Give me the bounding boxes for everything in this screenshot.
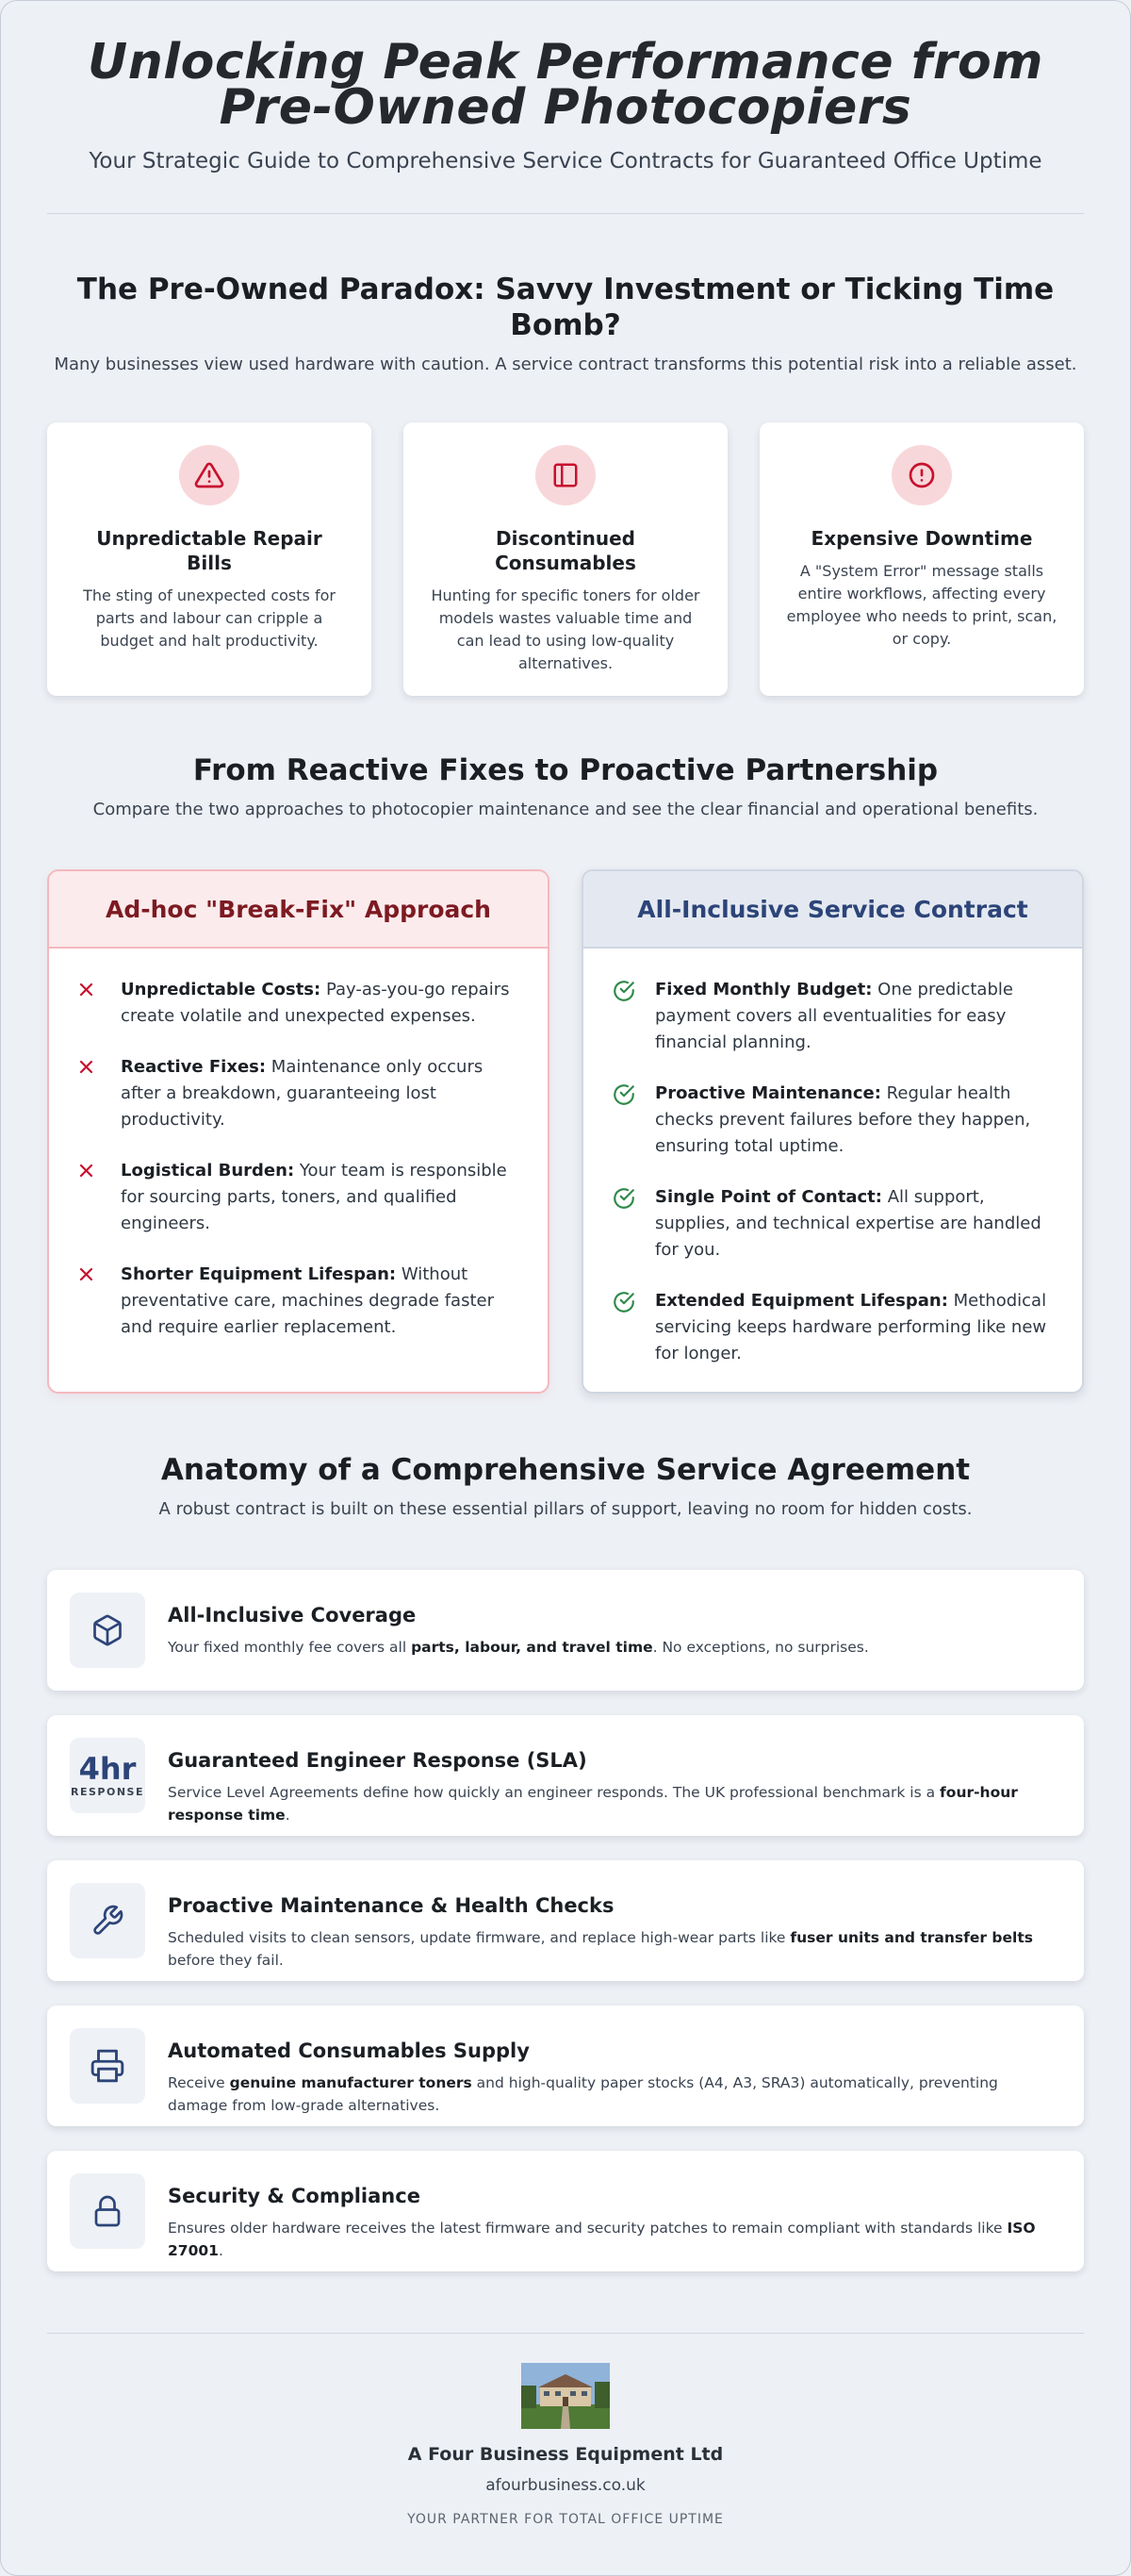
item-label: Reactive Fixes: bbox=[121, 1057, 267, 1077]
feature-card-maintenance bbox=[47, 1860, 1084, 1981]
risk-cards bbox=[47, 422, 1084, 696]
feature-card-coverage bbox=[47, 1570, 1084, 1691]
risk-card-repair-bills bbox=[47, 422, 371, 696]
item-label: Single Point of Contact: bbox=[655, 1187, 882, 1207]
wrench-icon bbox=[70, 1883, 145, 1958]
cross-icon bbox=[77, 977, 121, 1030]
break-fix-heading: Ad-hoc "Break-Fix" Approach bbox=[49, 871, 548, 949]
item-label: Proactive Maintenance: bbox=[655, 1083, 881, 1103]
risk-card-consumables bbox=[403, 422, 728, 696]
risk-card-text: A "System Error" message stalls entire workflows, affecting every employee who needs to print, scan, or copy. bbox=[786, 562, 1057, 648]
anatomy-section-header bbox=[47, 1452, 1084, 1519]
alert-circle-icon bbox=[892, 445, 952, 505]
divider bbox=[47, 213, 1084, 214]
comparison-columns bbox=[47, 869, 1084, 1394]
item-text: Methodical servicing keeps hardware performing like new for longer. bbox=[655, 1291, 1047, 1363]
paradox-title: The Pre-Owned Paradox: Savvy Investment or Ticking Time Bomb? bbox=[76, 272, 1055, 342]
feature-text: Receive genuine manufacturer toners and high-quality paper stocks (A4, A3, SRA3) automatically, preventing damage from low-grade alternatives. bbox=[168, 2074, 998, 2114]
service-contract-heading: All-Inclusive Service Contract bbox=[583, 871, 1082, 949]
item-text: All support, supplies, and technical expertise are handled for you. bbox=[655, 1187, 1041, 1260]
item-text: Regular health checks prevent failures before they happen, ensuring total uptime. bbox=[655, 1083, 1031, 1156]
check-circle-icon bbox=[612, 1184, 655, 1263]
padlock-icon bbox=[70, 2173, 145, 2249]
anatomy-subtitle: A robust contract is built on these essential pillars of support, leaving no room for hidden costs. bbox=[158, 1499, 973, 1519]
item-text: Your team is responsible for sourcing parts, toners, and qualified engineers. bbox=[121, 1161, 507, 1233]
cross-icon bbox=[77, 1262, 121, 1341]
risk-card-text: Hunting for specific toners for older models wastes valuable time and can lead to using low-quality alternatives. bbox=[431, 586, 700, 672]
feature-title: Security & Compliance bbox=[168, 2185, 420, 2207]
feature-text: Service Level Agreements define how quickly an engineer responds. The UK professional benchmark is a four-hour response time. bbox=[168, 1784, 1018, 1824]
check-circle-icon bbox=[612, 977, 655, 1056]
page-title: Unlocking Peak Performance from Pre-Owned Photocopiers bbox=[88, 34, 1043, 136]
toner-cartridge-icon bbox=[535, 445, 596, 505]
check-circle-icon bbox=[612, 1288, 655, 1367]
company-website[interactable]: afourbusiness.co.uk bbox=[485, 2476, 646, 2495]
feature-title: Guaranteed Engineer Response (SLA) bbox=[168, 1749, 587, 1772]
list-item bbox=[77, 1158, 519, 1237]
feature-text: Ensures older hardware receives the latest firmware and security patches to remain compliant with standards like ISO 27001. bbox=[168, 2220, 1036, 2259]
feature-title: Automated Consumables Supply bbox=[168, 2039, 530, 2062]
anatomy-title: Anatomy of a Comprehensive Service Agreement bbox=[160, 1453, 971, 1487]
service-contract-column bbox=[582, 869, 1084, 1394]
risk-card-text: The sting of unexpected costs for parts and labour can cripple a budget and halt productivity. bbox=[83, 586, 336, 650]
item-text: Without preventative care, machines degrade faster and require earlier replacement. bbox=[121, 1264, 494, 1337]
item-label: Shorter Equipment Lifespan: bbox=[121, 1264, 397, 1284]
company-tagline: YOUR PARTNER FOR TOTAL OFFICE UPTIME bbox=[407, 2512, 724, 2527]
item-label: Fixed Monthly Budget: bbox=[655, 980, 873, 999]
list-item bbox=[612, 1288, 1054, 1367]
break-fix-column bbox=[47, 869, 549, 1394]
risk-card-title: Discontinued Consumables bbox=[495, 527, 636, 574]
printer-icon bbox=[70, 2028, 145, 2104]
paradox-subtitle: Many businesses view used hardware with caution. A service contract transforms this potential risk into a reliable asset. bbox=[54, 355, 1077, 374]
item-label: Unpredictable Costs: bbox=[121, 980, 321, 999]
list-item bbox=[77, 1054, 519, 1133]
list-item bbox=[77, 1262, 519, 1341]
badge-value: 4hr bbox=[78, 1750, 137, 1787]
office-building-photo bbox=[521, 2363, 610, 2429]
footer bbox=[47, 2363, 1084, 2527]
feature-card-consumables bbox=[47, 2006, 1084, 2126]
service-contract-list bbox=[583, 949, 1082, 1367]
company-name: A Four Business Equipment Ltd bbox=[407, 2444, 724, 2465]
risk-card-downtime bbox=[760, 422, 1084, 696]
cross-icon bbox=[77, 1158, 121, 1237]
feature-text: Scheduled visits to clean sensors, update firmware, and replace high-wear parts like fuser units and transfer belts before they fail. bbox=[168, 1929, 1033, 1969]
badge-label: RESPONSE bbox=[71, 1785, 144, 1798]
package-box-icon bbox=[70, 1593, 145, 1668]
feature-title: Proactive Maintenance & Health Checks bbox=[168, 1894, 615, 1917]
feature-title: All-Inclusive Coverage bbox=[168, 1604, 417, 1627]
divider bbox=[47, 2333, 1084, 2334]
break-fix-list bbox=[49, 949, 548, 1341]
feature-text: Your fixed monthly fee covers all parts, labour, and travel time. No exceptions, no surprises. bbox=[168, 1639, 869, 1656]
item-text: Maintenance only occurs after a breakdown, guaranteeing lost productivity. bbox=[121, 1057, 484, 1130]
feature-card-security bbox=[47, 2151, 1084, 2271]
warning-triangle-icon bbox=[179, 445, 239, 505]
compare-subtitle: Compare the two approaches to photocopier maintenance and see the clear financial and operational benefits. bbox=[92, 800, 1039, 819]
item-text: Pay-as-you-go repairs create volatile and unexpected expenses. bbox=[121, 980, 510, 1026]
list-item bbox=[612, 1081, 1054, 1160]
compare-title: From Reactive Fixes to Proactive Partnership bbox=[192, 753, 939, 787]
item-label: Extended Equipment Lifespan: bbox=[655, 1291, 948, 1311]
check-circle-icon bbox=[612, 1081, 655, 1160]
risk-card-title: Unpredictable Repair Bills bbox=[96, 527, 322, 574]
response-time-badge bbox=[70, 1738, 145, 1813]
item-text: One predictable payment covers all eventualities for easy financial planning. bbox=[655, 980, 1013, 1052]
cross-icon bbox=[77, 1054, 121, 1133]
risk-card-title: Expensive Downtime bbox=[811, 527, 1033, 550]
list-item bbox=[612, 1184, 1054, 1263]
feature-card-sla bbox=[47, 1715, 1084, 1836]
compare-section-header bbox=[47, 752, 1084, 819]
page-header bbox=[47, 34, 1084, 173]
list-item bbox=[612, 977, 1054, 1056]
paradox-section-header bbox=[47, 272, 1084, 374]
page-subtitle: Your Strategic Guide to Comprehensive Service Contracts for Guaranteed Office Uptime bbox=[89, 149, 1042, 173]
item-label: Logistical Burden: bbox=[121, 1161, 295, 1181]
list-item bbox=[77, 977, 519, 1030]
